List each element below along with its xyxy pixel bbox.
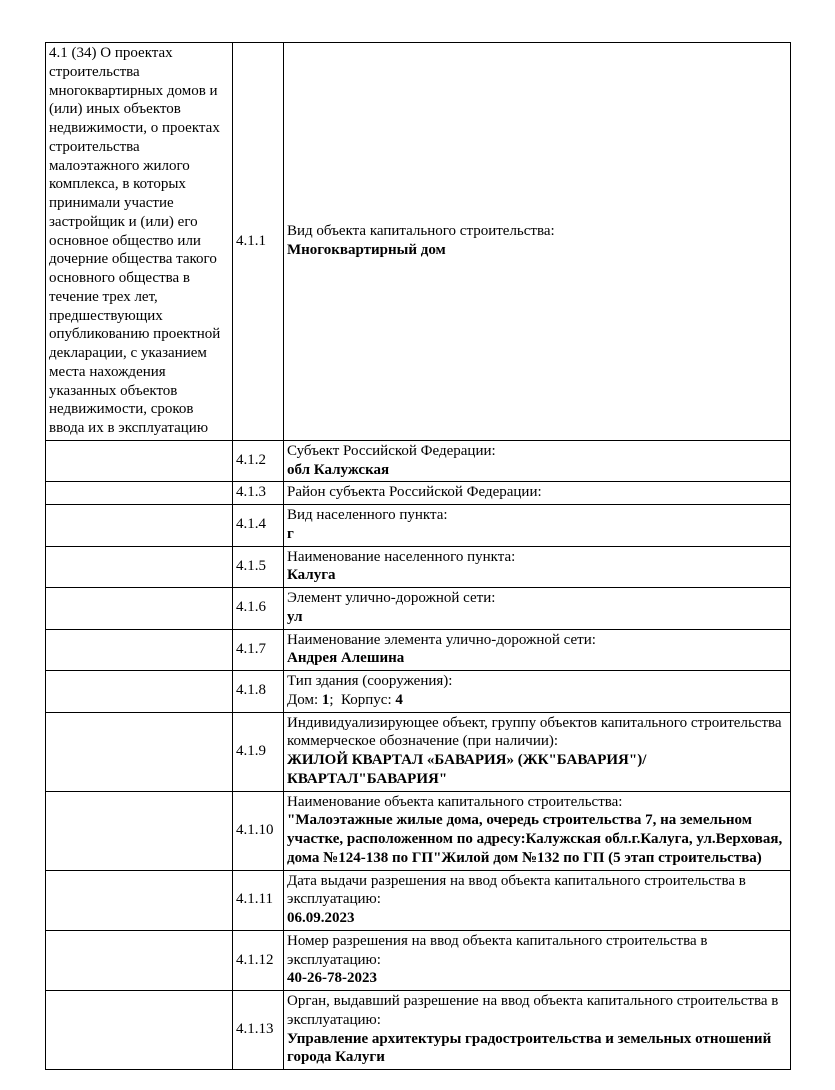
item-number: 4.1.5	[233, 546, 284, 588]
field-label: Дом:	[287, 691, 322, 708]
item-number: 4.1.9	[233, 712, 284, 791]
item-number: 4.1.4	[233, 505, 284, 547]
field-value: Многоквартирный дом	[287, 241, 446, 258]
text-line	[287, 608, 786, 627]
description-cell-empty	[46, 930, 233, 990]
item-content-cell	[284, 546, 791, 588]
text-line	[287, 909, 786, 928]
field-label: Орган, выдавший разрешение на ввод объекта капитального строительства в эксплуатацию:	[287, 993, 779, 1028]
item-content-cell	[284, 671, 791, 713]
field-label: Район субъекта Российской Федерации:	[287, 484, 542, 501]
text-line	[287, 566, 786, 585]
description-cell-empty	[46, 482, 233, 505]
field-value: ул	[287, 608, 303, 625]
item-content-cell	[284, 930, 791, 990]
table-row	[46, 546, 791, 588]
text-line	[287, 442, 786, 461]
item-content-cell	[284, 712, 791, 791]
field-value: 1	[321, 691, 330, 708]
table-row	[46, 482, 791, 505]
item-number: 4.1.11	[233, 870, 284, 930]
table-row	[46, 791, 791, 870]
field-label: Тип здания (сооружения):	[287, 673, 453, 689]
field-label: Вид населенного пункта:	[287, 507, 448, 523]
text-line	[287, 631, 786, 650]
item-number: 4.1.10	[233, 791, 284, 870]
table-row	[46, 43, 791, 441]
text-line	[287, 932, 786, 970]
field-value: Андрея Алешина	[287, 650, 405, 667]
text-line	[287, 241, 786, 260]
field-label: Вид объекта капитального строительства:	[287, 223, 555, 240]
item-number: 4.1.7	[233, 629, 284, 671]
section-description-cell	[46, 43, 233, 441]
text-line	[287, 672, 786, 691]
table-row	[46, 870, 791, 930]
field-label: Номер разрешения на ввод объекта капитального строительства в эксплуатацию:	[287, 932, 708, 968]
table-row	[46, 930, 791, 990]
field-label: Элемент улично-дорожной сети:	[287, 590, 496, 606]
field-label: Субъект Российской Федерации:	[287, 442, 496, 459]
field-value: 06.09.2023	[287, 910, 355, 926]
text-line	[287, 872, 786, 910]
text-line	[287, 811, 786, 867]
field-value: г	[287, 525, 294, 542]
field-value: "Малоэтажные жилые дома, очередь строительства 7, на земельном участке, расположенном по адресу:Калужская обл.г.Калуга, ул.Верховая, дома №124-138 по ГП"Жилой дом №132 по ГП (5 этап строительства)	[287, 812, 783, 866]
item-number: 4.1.2	[233, 440, 284, 482]
text-line	[287, 793, 786, 812]
text-line	[287, 751, 786, 789]
description-cell-empty	[46, 870, 233, 930]
item-content-cell	[284, 440, 791, 482]
text-line	[287, 649, 786, 668]
text-line	[287, 714, 786, 752]
declaration-table	[45, 42, 791, 1070]
item-content-cell	[284, 482, 791, 505]
description-cell-empty	[46, 546, 233, 588]
field-value: Управление архитектуры градостроительства и земельных отношений города Калуги	[287, 1030, 772, 1066]
field-value: обл Калужская	[287, 461, 390, 478]
item-number: 4.1.12	[233, 930, 284, 990]
text-line	[287, 589, 786, 608]
field-value: 40-26-78-2023	[287, 970, 377, 987]
field-label: Индивидуализирующее объект, группу объектов капитального строительства коммерческое обозначение (при наличии):	[287, 714, 782, 750]
text-line	[287, 506, 786, 525]
item-number: 4.1.8	[233, 671, 284, 713]
field-label: Наименование элемента улично-дорожной сети:	[287, 631, 596, 648]
description-cell-empty	[46, 629, 233, 671]
description-cell-empty	[46, 791, 233, 870]
item-content-cell	[284, 991, 791, 1070]
item-content-cell	[284, 629, 791, 671]
description-cell-empty	[46, 712, 233, 791]
table-row	[46, 712, 791, 791]
item-content-cell	[284, 505, 791, 547]
item-content-cell	[284, 870, 791, 930]
item-number: 4.1.13	[233, 991, 284, 1070]
table-row	[46, 629, 791, 671]
item-number: 4.1.3	[233, 482, 284, 505]
table-row	[46, 991, 791, 1070]
text-line	[287, 548, 786, 567]
description-cell-empty	[46, 440, 233, 482]
item-content-cell	[284, 588, 791, 630]
table-row	[46, 671, 791, 713]
section-description-text: 4.1 (34) О проектах строительства многоквартирных домов и (или) иных объектов недвижимости, о проектах строительства малоэтажного жилого комплекса, в которых принимали участие застройщик и (или) его основное общество или дочерние общества такого основного общества в течение трех лет, предшествующих опубликованию проектной декларации, с указанием места нахождения указанных объектов недвижимости, сроков ввода их в эксплуатацию	[49, 45, 221, 436]
description-cell-empty	[46, 671, 233, 713]
text-line	[287, 222, 786, 241]
text-line	[287, 525, 786, 544]
text-line	[287, 691, 786, 710]
table-row	[46, 440, 791, 482]
table-row	[46, 588, 791, 630]
field-value: 4	[395, 691, 403, 708]
field-label: Наименование населенного пункта:	[287, 548, 516, 565]
field-value: ЖИЛОЙ КВАРТАЛ «БАВАРИЯ» (ЖК"БАВАРИЯ")/КВАРТАЛ"БАВАРИЯ"	[287, 752, 647, 787]
item-content-cell	[284, 43, 791, 441]
field-label: ; Корпус:	[329, 691, 396, 708]
text-line	[287, 969, 786, 988]
description-cell-empty	[46, 991, 233, 1070]
field-label: Наименование объекта капитального строительства:	[287, 793, 623, 810]
item-number: 4.1.6	[233, 588, 284, 630]
text-line	[287, 992, 786, 1030]
field-value: Калуга	[287, 567, 336, 584]
item-number: 4.1.1	[233, 43, 284, 441]
description-cell-empty	[46, 505, 233, 547]
text-line	[287, 483, 786, 502]
text-line	[287, 1030, 786, 1068]
item-content-cell	[284, 791, 791, 870]
table-row	[46, 505, 791, 547]
field-label: Дата выдачи разрешения на ввод объекта капитального строительства в эксплуатацию:	[287, 872, 746, 908]
description-cell-empty	[46, 588, 233, 630]
table-body	[46, 43, 791, 1070]
text-line	[287, 461, 786, 480]
